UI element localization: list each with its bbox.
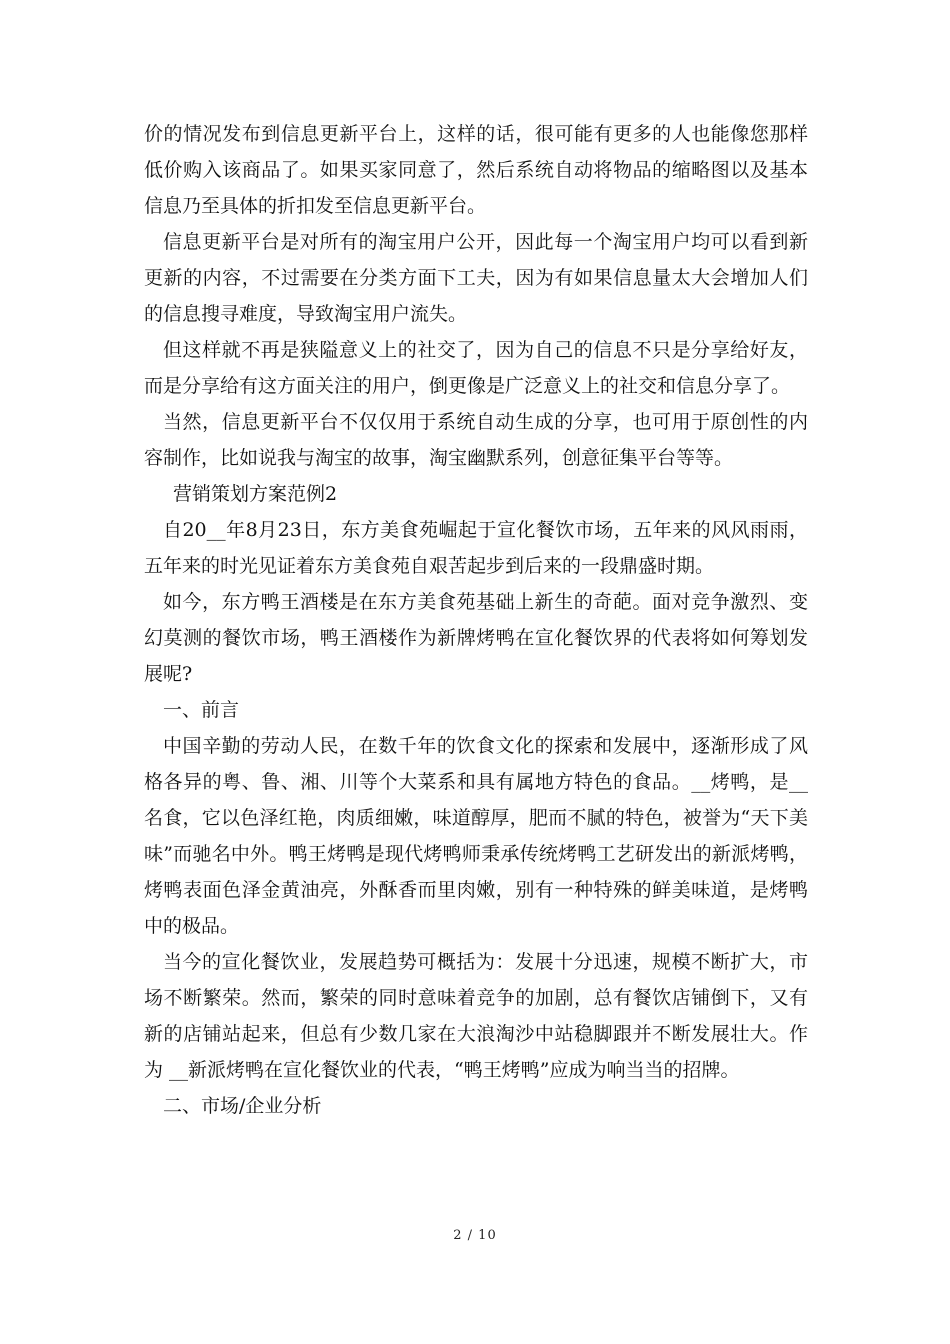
paragraph-continuation: 价的情况发布到信息更新平台上，这样的话，很可能有更多的人也能像您那样低价购入该商品了。如果买家同意了，然后系统自动将物品的缩略图以及基本信息乃至具体的折扣发至信息更新平台。 <box>144 123 808 217</box>
paragraph-history: 自20__年8月23日，东方美食苑崛起于宣化餐饮市场，五年来的风风雨雨，五年来的时光见证着东方美食苑自艰苦起步到后来的一段鼎盛时期。 <box>144 519 808 577</box>
paragraph-preface-body: 中国辛勤的劳动人民，在数千年的饮食文化的探索和发展中，逐渐形成了风格各异的粤、鲁、湘、川等个大菜系和具有属地方特色的食品。__烤鸭，是__名食，它以色泽红艳，肉质细嫩，味道醇厚，肥而不腻的特色，被誉为“天下美味”而驰名中外。鸭王烤鸭是现代烤鸭师秉承传统烤鸭工艺研发出的新派烤鸭，烤鸭表面色泽金黄油亮，外酥香而里肉嫩，别有一种特殊的鲜美味道，是烤鸭中的极品。 <box>144 735 808 937</box>
paragraph-industry-trend: 当今的宣化餐饮业，发展趋势可概括为：发展十分迅速，规模不断扩大，市场不断繁荣。然而，繁荣的同时意味着竞争的加剧，总有餐饮店铺倒下，又有新的店铺站起来，但总有少数几家在大浪淘沙中站稳脚跟并不断发展壮大。作为 __新派烤鸭在宣化餐饮业的代表，“鸭王烤鸭”应成为响当当的招牌。 <box>144 951 808 1081</box>
heading-market-analysis: 二、市场/企业分析 <box>163 1095 322 1117</box>
heading-preface: 一、前言 <box>163 699 240 721</box>
paragraph-social-sharing: 但这样就不再是狭隘意义上的社交了，因为自己的信息不只是分享给好友，而是分享给有这方面关注的用户，倒更像是广泛意义上的社交和信息分享了。 <box>144 339 808 397</box>
document-body <box>144 116 808 1124</box>
section-title-example-2: 营销策划方案范例2 <box>173 483 338 505</box>
paragraph-info-platform: 信息更新平台是对所有的淘宝用户公开，因此每一个淘宝用户均可以看到新更新的内容，不过需要在分类方面下工夫，因为有如果信息量太大会增加人们的信息搜寻难度，导致淘宝用户流失。 <box>144 231 808 325</box>
paragraph-duck-king-intro: 如今，东方鸭王酒楼是在东方美食苑基础上新生的奇葩。面对竞争激烈、变幻莫测的餐饮市场，鸭王酒楼作为新牌烤鸭在宣化餐饮界的代表将如何筹划发展呢? <box>144 591 808 685</box>
page-number: 2 / 10 <box>453 1228 497 1243</box>
paragraph-original-content: 当然，信息更新平台不仅仅用于系统自动生成的分享，也可用于原创性的内容制作，比如说我与淘宝的故事，淘宝幽默系列，创意征集平台等等。 <box>144 411 808 469</box>
